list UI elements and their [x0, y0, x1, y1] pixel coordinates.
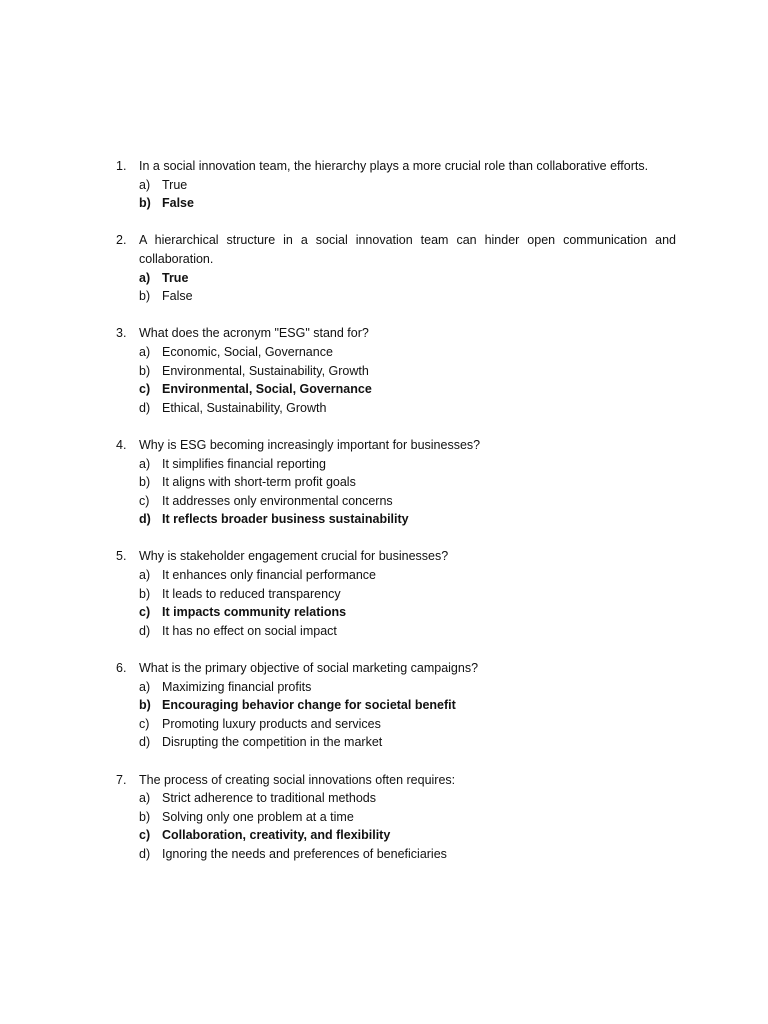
option-letter: a): [139, 456, 151, 471]
option-text: It addresses only environmental concerns: [162, 493, 393, 508]
option-letter: b): [139, 475, 151, 490]
option-letter: b): [139, 809, 151, 824]
option-text: Encouraging behavior change for societal benefit: [162, 698, 456, 713]
answer-option-correct: [116, 380, 676, 399]
option-letter: a): [139, 791, 151, 806]
option-letter: b): [139, 698, 151, 713]
question-number: 2.: [116, 233, 127, 248]
answer-option: [116, 715, 676, 734]
option-text: Solving only one problem at a time: [162, 809, 354, 824]
option-text: Environmental, Social, Governance: [162, 382, 372, 397]
question-text: A hierarchical structure in a social innovation team can hinder open communication and collaboration.: [139, 233, 676, 266]
question-text: The process of creating social innovations often requires:: [139, 772, 456, 787]
option-text: It reflects broader business sustainability: [162, 512, 409, 527]
question-stem: [116, 659, 676, 678]
option-letter: d): [139, 400, 151, 415]
option-letter: c): [139, 382, 151, 397]
question-text: What is the primary objective of social marketing campaigns?: [139, 661, 479, 676]
option-text: True: [162, 177, 188, 192]
question-stem: [116, 436, 676, 455]
question-3: [116, 324, 676, 417]
answer-option: [116, 808, 676, 827]
answer-option: [116, 678, 676, 697]
option-letter: a): [139, 177, 151, 192]
question-number: 1.: [116, 159, 127, 173]
answer-option-correct: [116, 826, 676, 845]
question-number: 7.: [116, 772, 127, 787]
question-7: [116, 771, 676, 864]
option-text: It impacts community relations: [162, 605, 347, 620]
question-number: 6.: [116, 661, 127, 676]
question-text: Why is ESG becoming increasingly important for businesses?: [139, 437, 481, 452]
option-text: False: [162, 289, 193, 304]
option-letter: d): [139, 512, 151, 527]
option-text: True: [162, 270, 189, 285]
answer-option: [116, 362, 676, 381]
answer-option: [116, 473, 676, 492]
answer-option: [116, 455, 676, 474]
option-letter: c): [139, 828, 151, 843]
answer-option: [116, 789, 676, 808]
answer-option: [116, 733, 676, 752]
question-2: [116, 231, 676, 305]
answer-option-correct: [116, 269, 676, 288]
answer-option-correct: [116, 194, 676, 213]
option-text: Promoting luxury products and services: [162, 716, 381, 731]
question-6: [116, 659, 676, 752]
option-letter: d): [139, 735, 151, 750]
option-text: It leads to reduced transparency: [162, 586, 341, 601]
answer-option: [116, 585, 676, 604]
option-text: It enhances only financial performance: [162, 568, 377, 583]
option-text: It simplifies financial reporting: [162, 456, 326, 471]
option-letter: a): [139, 679, 151, 694]
question-number: 3.: [116, 326, 127, 341]
question-1: [116, 157, 676, 213]
answer-option: [116, 176, 676, 195]
option-text: It aligns with short-term profit goals: [162, 475, 356, 490]
option-letter: a): [139, 270, 151, 285]
question-stem: [116, 157, 676, 176]
question-stem: [116, 231, 676, 268]
option-text: Ignoring the needs and preferences of beneficiaries: [162, 846, 447, 861]
option-text: Environmental, Sustainability, Growth: [162, 363, 369, 378]
answer-option-correct: [116, 510, 676, 529]
option-text: Disrupting the competition in the market: [162, 735, 383, 750]
option-text: Ethical, Sustainability, Growth: [162, 400, 327, 415]
option-text: Economic, Social, Governance: [162, 344, 333, 359]
option-letter: d): [139, 846, 151, 861]
option-letter: d): [139, 623, 151, 638]
answer-option: [116, 287, 676, 306]
option-letter: b): [139, 196, 151, 211]
question-text: What does the acronym "ESG" stand for?: [139, 326, 369, 341]
answer-option: [116, 622, 676, 641]
option-letter: a): [139, 344, 151, 359]
question-text: In a social innovation team, the hierarchy plays a more crucial role than collaborative efforts.: [139, 159, 649, 173]
option-text: It has no effect on social impact: [162, 623, 337, 638]
question-stem: [116, 547, 676, 566]
option-text: Collaboration, creativity, and flexibility: [162, 828, 391, 843]
answer-option: [116, 399, 676, 418]
option-letter: b): [139, 289, 151, 304]
question-4: [116, 436, 676, 529]
question-number: 4.: [116, 437, 127, 452]
question-number: 5.: [116, 549, 127, 564]
option-text: Maximizing financial profits: [162, 679, 312, 694]
option-letter: c): [139, 493, 150, 508]
question-list: [116, 157, 676, 882]
answer-option: [116, 343, 676, 362]
answer-option: [116, 845, 676, 864]
answer-option: [116, 566, 676, 585]
option-letter: c): [139, 605, 151, 620]
answer-option: [116, 492, 676, 511]
option-letter: b): [139, 363, 151, 378]
option-letter: c): [139, 716, 150, 731]
option-letter: b): [139, 586, 151, 601]
option-text: Strict adherence to traditional methods: [162, 791, 377, 806]
answer-option-correct: [116, 603, 676, 622]
question-5: [116, 547, 676, 640]
question-text: Why is stakeholder engagement crucial for businesses?: [139, 549, 449, 564]
question-stem: [116, 771, 676, 790]
answer-option-correct: [116, 696, 676, 715]
option-text: False: [162, 196, 194, 211]
option-letter: a): [139, 568, 151, 583]
question-stem: [116, 324, 676, 343]
